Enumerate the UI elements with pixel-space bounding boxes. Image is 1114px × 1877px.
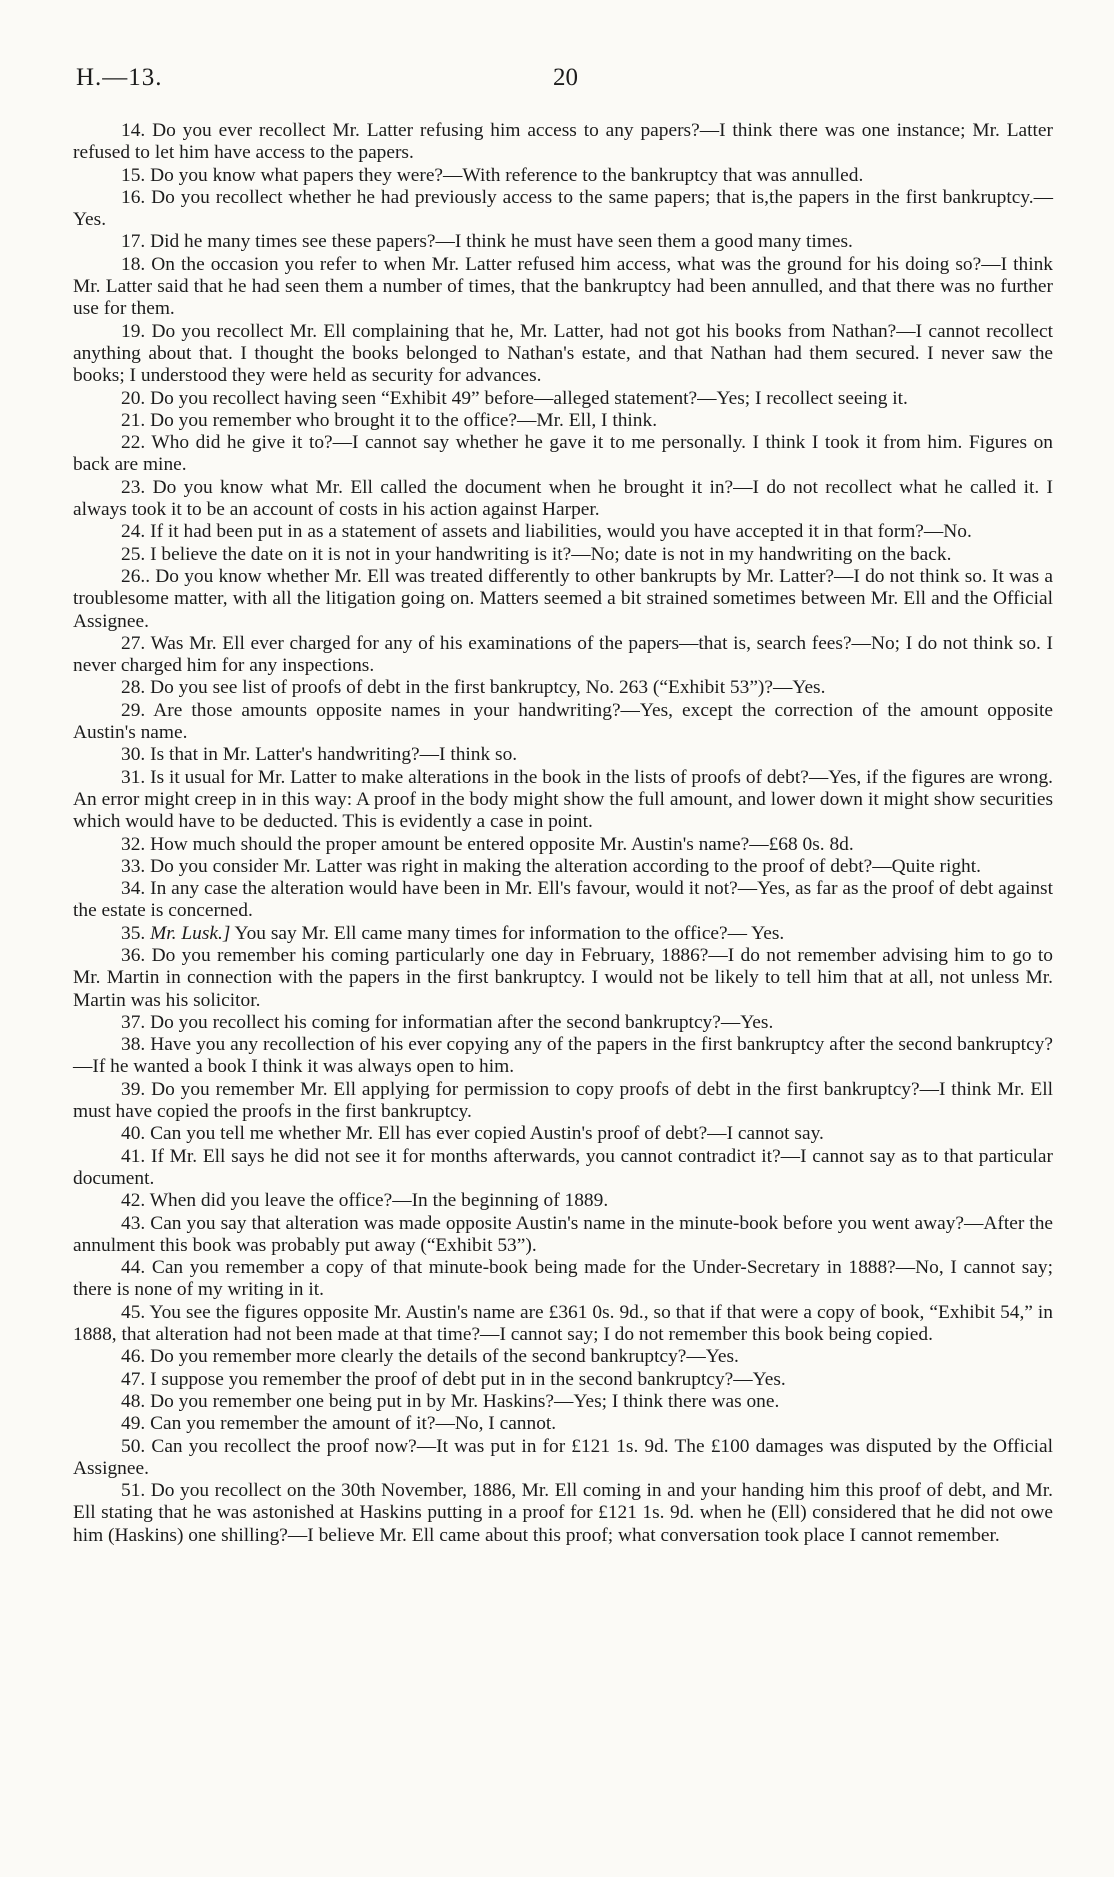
question-paragraph <box>73 1413 1053 1435</box>
question-text: You say Mr. Ell came many times for information to the office?— Yes. <box>234 922 785 944</box>
question-number: 46. <box>121 1346 146 1368</box>
question-paragraph <box>73 1302 1053 1347</box>
question-paragraph <box>73 1079 1053 1124</box>
question-number: 42. <box>121 1190 146 1212</box>
question-paragraph <box>73 477 1053 522</box>
question-paragraph <box>73 677 1053 699</box>
question-paragraph <box>73 1346 1053 1368</box>
question-paragraph <box>73 120 1053 165</box>
question-paragraph <box>73 1012 1053 1034</box>
question-number: 27. <box>121 632 146 654</box>
question-text: Do you remember one being put in by Mr. Haskins?—Yes; I think there was one. <box>150 1390 780 1412</box>
question-number: 48. <box>121 1390 146 1412</box>
question-number: 14. <box>121 120 146 141</box>
question-text: Do you recollect Mr. Ell complaining that he, Mr. Latter, had not got his books from Nathan?—I cannot recollect anything about that. I thought the books belonged to Nathan's estate, and that Nathan had them secured. I never saw the books; I understood they were held as security for advances. <box>73 320 1053 387</box>
question-number: 25. <box>121 543 146 565</box>
question-number: 32. <box>121 833 146 855</box>
question-text: Do you know what Mr. Ell called the document when he brought it in?—I do not recollect what he called it. I always took it to be an account of costs in his action against Harper. <box>73 476 1053 521</box>
question-paragraph <box>73 945 1053 1012</box>
page-number: 20 <box>553 64 578 91</box>
question-text: Can you remember the amount of it?—No, I cannot. <box>150 1413 557 1435</box>
question-text: When did you leave the office?—In the beginning of 1889. <box>149 1190 609 1212</box>
question-text: Did he many times see these papers?—I think he must have seen them a good many times. <box>150 231 853 253</box>
question-paragraph <box>73 544 1053 566</box>
testimony-body <box>73 120 1053 1547</box>
question-text: Do you recollect having seen “Exhibit 49” before—alleged statement?—Yes; I recollect seeing it. <box>150 387 908 409</box>
question-number: 15. <box>121 164 146 186</box>
question-number: 29. <box>121 699 146 721</box>
question-paragraph <box>73 388 1053 410</box>
question-number: 18. <box>121 253 146 275</box>
question-text: Is that in Mr. Latter's handwriting?—I think so. <box>150 744 518 766</box>
question-number: 51. <box>121 1480 146 1502</box>
question-number: 22. <box>121 432 146 454</box>
question-text: Can you tell me whether Mr. Ell has ever copied Austin's proof of debt?—I cannot say. <box>150 1123 824 1145</box>
question-paragraph <box>73 1391 1053 1413</box>
question-text: Do you ever recollect Mr. Latter refusing him access to any papers?—I think there was one instance; Mr. Latter refused to let him have access to the papers. <box>73 120 1053 164</box>
question-number: 40. <box>121 1123 146 1145</box>
question-number: 20. <box>121 387 146 409</box>
question-number: 16. <box>121 186 146 208</box>
question-text: Do you remember who brought it to the office?—Mr. Ell, I think. <box>150 409 658 431</box>
question-paragraph <box>73 878 1053 923</box>
question-number: 43. <box>121 1212 146 1234</box>
question-number: 23. <box>121 476 146 498</box>
question-text: Do you remember Mr. Ell applying for permission to copy proofs of debt in the first bankruptcy?—I think Mr. Ell must have copied the proofs in the first bankruptcy. <box>73 1078 1053 1123</box>
question-text: In any case the alteration would have been in Mr. Ell's favour, would it not?—Yes, as far as the proof of debt against the estate is concerned. <box>73 878 1053 922</box>
question-paragraph <box>73 231 1053 253</box>
question-text: You see the figures opposite Mr. Austin's name are £361 0s. 9d., so that if that were a copy of book, “Exhibit 54,” in 1888, that alteration had not been made at that time?—I cannot say; I do not remember this book being copied. <box>73 1301 1053 1346</box>
question-number: 39. <box>121 1078 146 1100</box>
question-text: Can you recollect the proof now?—It was put in for £121 1s. 9d. The £100 damages was disputed by the Official Assignee. <box>73 1435 1053 1479</box>
question-paragraph <box>73 1213 1053 1258</box>
question-number: 49. <box>121 1413 146 1435</box>
question-paragraph <box>73 856 1053 878</box>
question-text: If Mr. Ell says he did not see it for months afterwards, you cannot contradict it?—I cannot say as to that particular document. <box>73 1145 1053 1189</box>
question-paragraph <box>73 1146 1053 1191</box>
question-text: Was Mr. Ell ever charged for any of his examinations of the papers—that is, search fees?—No; I do not think so. I never charged him for any inspections. <box>73 632 1053 677</box>
question-number: 38. <box>121 1034 146 1056</box>
question-text: Who did he give it to?—I cannot say whether he gave it to me personally. I think I took it from him. Figures on back are mine. <box>73 432 1053 476</box>
question-paragraph <box>73 521 1053 543</box>
question-number: 47. <box>121 1368 146 1390</box>
question-text: I believe the date on it is not in your handwriting is it?—No; date is not in my handwriting on the back. <box>150 543 952 565</box>
page-header <box>76 64 1040 104</box>
question-paragraph <box>73 1369 1053 1391</box>
question-number: 45. <box>121 1301 146 1323</box>
question-text: Do you know what papers they were?—With reference to the bankruptcy that was annulled. <box>150 164 864 186</box>
question-text: Do you remember his coming particularly one day in February, 1886?—I do not remember advising him to go to Mr. Martin in connection with the papers in the first bankruptcy. I would not be likely to tell him that at all, not unless Mr. Martin was his solicitor. <box>73 944 1053 1011</box>
question-number: 17. <box>121 231 146 253</box>
question-text: Do you consider Mr. Latter was right in making the alteration according to the proof of debt?—Quite right. <box>150 855 981 877</box>
question-paragraph <box>73 1480 1053 1547</box>
question-paragraph <box>73 410 1053 432</box>
question-text: If it had been put in as a statement of assets and liabilities, would you have accepted it in that form?—No. <box>150 521 972 543</box>
question-paragraph <box>73 187 1053 232</box>
question-number: 19. <box>121 320 146 342</box>
question-number: 33. <box>121 855 146 877</box>
question-text: Do you recollect his coming for informatian after the second bankruptcy?—Yes. <box>150 1011 774 1033</box>
question-paragraph <box>73 1436 1053 1481</box>
question-number: 36. <box>121 944 146 966</box>
question-text: On the occasion you refer to when Mr. Latter refused him access, what was the ground for his doing so?—I think Mr. Latter said that he had seen them a number of times, that the bankruptcy had been annulled, and that there was no further use for them. <box>73 253 1053 320</box>
question-paragraph <box>73 834 1053 856</box>
question-text: Can you say that alteration was made opposite Austin's name in the minute-book before you went away?—After the annulment this book was probably put away (“Exhibit 53”). <box>73 1212 1053 1256</box>
question-text: Do you remember more clearly the details of the second bankruptcy?—Yes. <box>150 1346 739 1368</box>
question-number: 37. <box>121 1011 146 1033</box>
question-paragraph <box>73 254 1053 321</box>
question-text: Are those amounts opposite names in your handwriting?—Yes, except the correction of the amount opposite Austin's name. <box>73 699 1053 744</box>
question-paragraph <box>73 165 1053 187</box>
question-paragraph <box>73 1123 1053 1145</box>
question-paragraph <box>73 744 1053 766</box>
question-text: Do you recollect whether he had previously access to the same papers; that is,the papers in the first bankruptcy.—Yes. <box>73 186 1053 231</box>
question-number: 28. <box>121 677 146 699</box>
question-number: 26.. <box>121 565 151 587</box>
question-text: I suppose you remember the proof of debt put in in the second bankruptcy?—Yes. <box>150 1368 786 1390</box>
question-number: 31. <box>121 766 146 788</box>
question-number: 44. <box>121 1257 146 1279</box>
question-number: 24. <box>121 521 146 543</box>
question-paragraph <box>73 633 1053 678</box>
question-text: Have you any recollection of his ever copying any of the papers in the first bankruptcy after the second bankruptcy?—If he wanted a book I think it was always open to him. <box>73 1034 1053 1078</box>
question-text: Do you know whether Mr. Ell was treated differently to other bankrupts by Mr. Latter?—I do not think so. It was a troublesome matter, with all the litigation going on. Matters seemed a bit strained sometimes between Mr. Ell and the Official Assignee. <box>73 565 1053 632</box>
question-text: Is it usual for Mr. Latter to make alterations in the book in the lists of proofs of debt?—Yes, if the figures are wrong. An error might creep in in this way: A proof in the body might show the full amount, and lower down it might show securities which would have to be deducted. This is evidently a case in point. <box>73 766 1053 833</box>
question-number: 41. <box>121 1145 146 1167</box>
question-text: How much should the proper amount be entered opposite Mr. Austin's name?—£68 0s. 8d. <box>150 833 854 855</box>
question-paragraph <box>73 923 1053 945</box>
question-text: Do you see list of proofs of debt in the first bankruptcy, No. 263 (“Exhibit 53”)?—Yes. <box>150 677 826 699</box>
document-code: H.—13. <box>76 64 163 91</box>
question-number: 50. <box>121 1435 146 1457</box>
question-number: 21. <box>121 409 146 431</box>
question-paragraph <box>73 1190 1053 1212</box>
question-number: 35. <box>121 922 146 944</box>
question-paragraph <box>73 566 1053 633</box>
question-number: 30. <box>121 744 146 766</box>
question-text: Do you recollect on the 30th November, 1886, Mr. Ell coming in and your handing him this proof of debt, and Mr. Ell stating that he was astonished at Haskins putting in a proof for £121 1s. 9d. when he (Ell) considered that he did not owe him (Haskins) one shilling?—I believe Mr. Ell came about this proof; what conversation took place I cannot remember. <box>73 1480 1054 1546</box>
question-paragraph <box>73 1257 1053 1302</box>
question-number: 34. <box>121 878 146 900</box>
question-paragraph <box>73 432 1053 477</box>
question-paragraph <box>73 767 1053 834</box>
question-paragraph <box>73 321 1053 388</box>
question-paragraph <box>73 700 1053 745</box>
question-paragraph <box>73 1034 1053 1079</box>
examiner-lead: Mr. Lusk.] <box>150 922 231 944</box>
question-text: Can you remember a copy of that minute-book being made for the Under-Secretary in 1888?—No, I cannot say; there is none of my writing in it. <box>73 1257 1053 1301</box>
